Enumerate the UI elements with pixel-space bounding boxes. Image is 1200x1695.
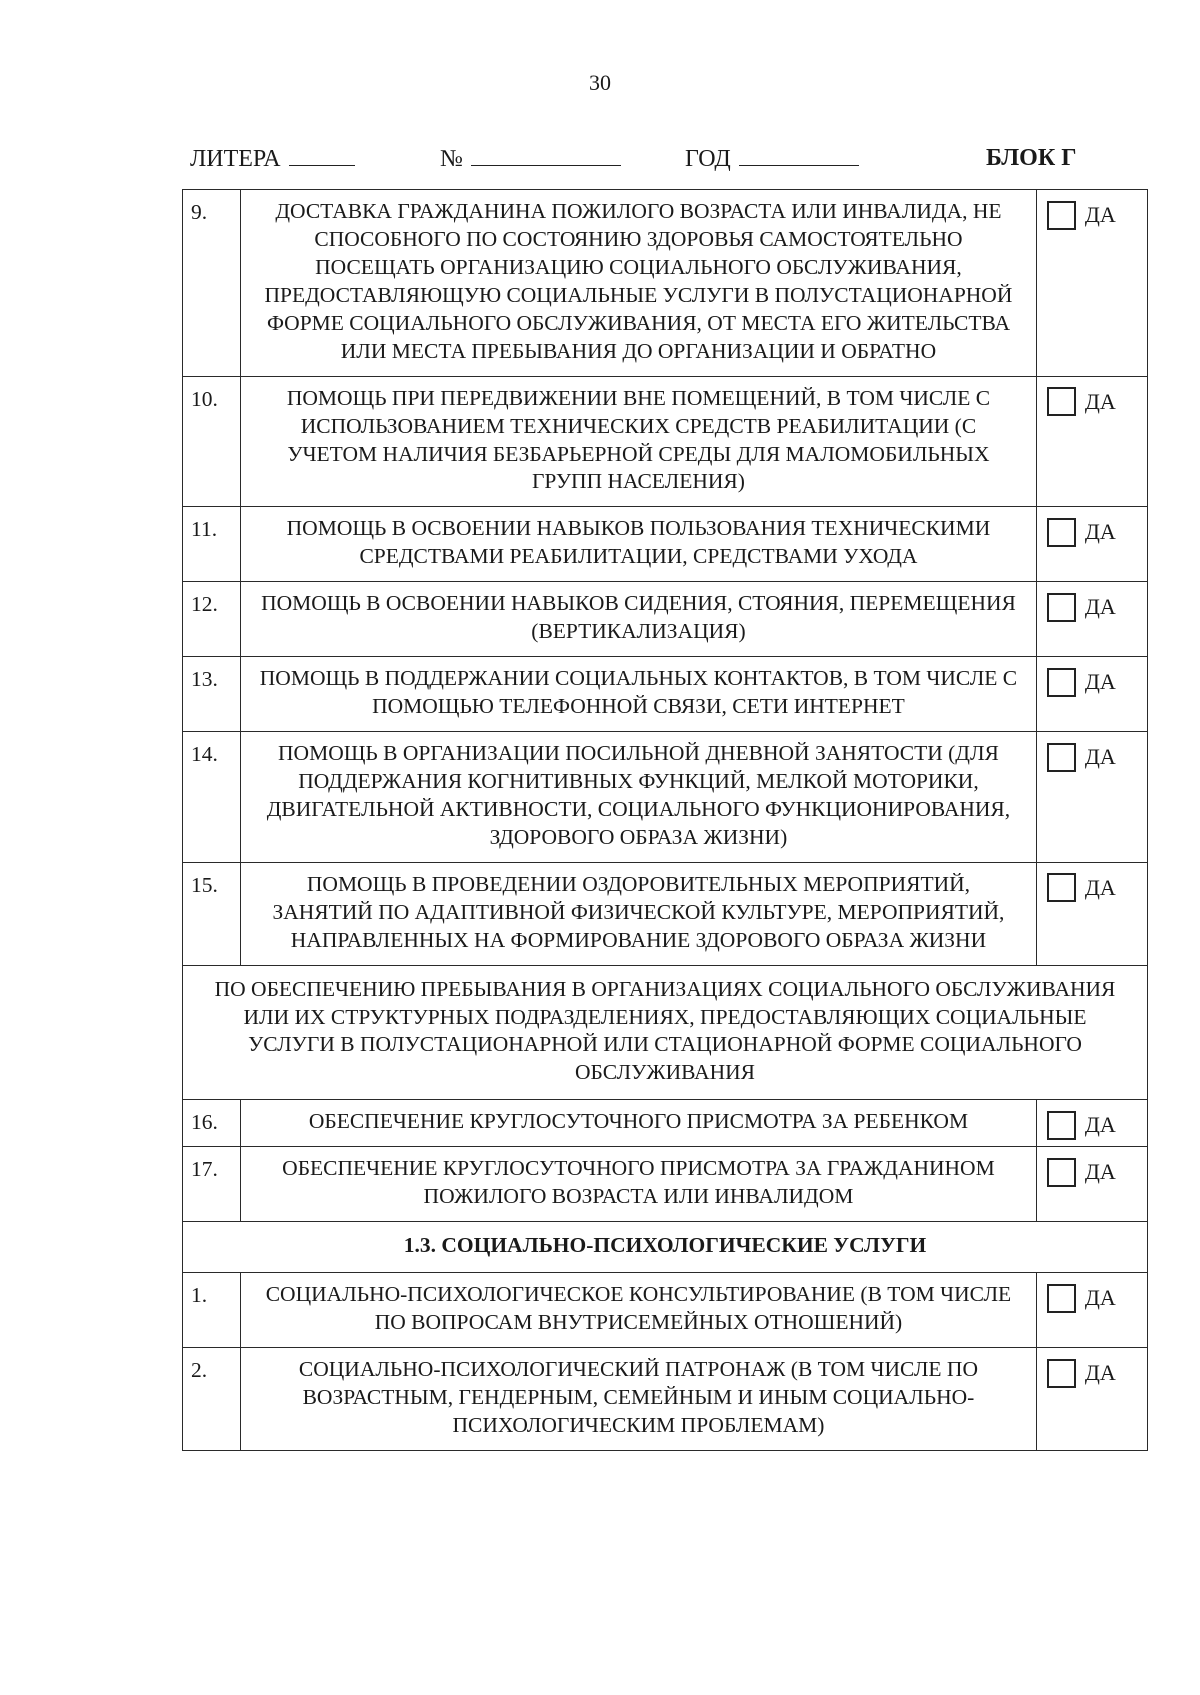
yes-checkbox-label: ДА xyxy=(1084,388,1116,414)
row-number: 17. xyxy=(183,1147,241,1222)
yes-checkbox[interactable] xyxy=(1047,1158,1076,1187)
checkbox-cell xyxy=(1036,862,1147,965)
table-row xyxy=(183,732,1148,863)
page-number: 30 xyxy=(589,70,611,95)
yes-checkbox[interactable] xyxy=(1047,1111,1076,1140)
row-number: 1. xyxy=(183,1273,241,1348)
service-description: ПОМОЩЬ В ОРГАНИЗАЦИИ ПОСИЛЬНОЙ ДНЕВНОЙ ЗАНЯТОСТИ (ДЛЯ ПОДДЕРЖАНИЯ КОГНИТИВНЫХ ФУНКЦИЙ, МЕЛКОЙ МОТОРИКИ, ДВИГАТЕЛЬНОЙ АКТИВНОСТИ, СОЦИАЛЬНОГО ФУНКЦИОНИРОВАНИЯ, ЗДОРОВОГО ОБРАЗА ЖИЗНИ) xyxy=(241,732,1037,863)
service-description: СОЦИАЛЬНО-ПСИХОЛОГИЧЕСКИЙ ПАТРОНАЖ (В ТОМ ЧИСЛЕ ПО ВОЗРАСТНЫМ, ГЕНДЕРНЫМ, СЕМЕЙНЫМ И ИНЫМ СОЦИАЛЬНО-ПСИХОЛОГИЧЕСКИМ ПРОБЛЕМАМ) xyxy=(241,1347,1037,1450)
number-input-line[interactable] xyxy=(471,145,621,166)
row-number: 13. xyxy=(183,657,241,732)
checkbox-cell xyxy=(1036,1100,1147,1147)
service-description: ПОМОЩЬ В ОСВОЕНИИ НАВЫКОВ ПОЛЬЗОВАНИЯ ТЕХНИЧЕСКИМИ СРЕДСТВАМИ РЕАБИЛИТАЦИИ, СРЕДСТВАМИ УХОДА xyxy=(241,507,1037,582)
table-row xyxy=(183,376,1148,507)
service-description: ПОМОЩЬ ПРИ ПЕРЕДВИЖЕНИИ ВНЕ ПОМЕЩЕНИЙ, В ТОМ ЧИСЛЕ С ИСПОЛЬЗОВАНИЕМ ТЕХНИЧЕСКИХ СРЕДСТВ РЕАБИЛИТАЦИИ (С УЧЕТОМ НАЛИЧИЯ БЕЗБАРЬЕРНОЙ СРЕДЫ ДЛЯ МАЛОМОБИЛЬНЫХ ГРУПП НАСЕЛЕНИЯ) xyxy=(241,376,1037,507)
row-number: 15. xyxy=(183,862,241,965)
row-number: 2. xyxy=(183,1347,241,1450)
checkbox-cell xyxy=(1036,1273,1147,1348)
row-number: 16. xyxy=(183,1100,241,1147)
table-row xyxy=(183,862,1148,965)
block-label: БЛОК Г xyxy=(986,145,1077,171)
service-description: ОБЕСПЕЧЕНИЕ КРУГЛОСУТОЧНОГО ПРИСМОТРА ЗА РЕБЕНКОМ xyxy=(241,1100,1037,1147)
form-header xyxy=(190,145,1100,179)
table-row xyxy=(183,657,1148,732)
year-input-line[interactable] xyxy=(739,145,859,166)
section-row-stay xyxy=(183,965,1148,1100)
yes-checkbox-label: ДА xyxy=(1084,668,1116,694)
yes-checkbox-label: ДА xyxy=(1084,519,1116,545)
yes-checkbox-label: ДА xyxy=(1084,1112,1116,1138)
yes-checkbox[interactable] xyxy=(1047,1359,1076,1388)
row-number: 14. xyxy=(183,732,241,863)
section-heading-psych: 1.3. СОЦИАЛЬНО-ПСИХОЛОГИЧЕСКИЕ УСЛУГИ xyxy=(183,1222,1148,1273)
stay-rows xyxy=(183,1100,1148,1222)
year-label: ГОД xyxy=(685,146,731,172)
table-row xyxy=(183,190,1148,377)
yes-checkbox[interactable] xyxy=(1047,743,1076,772)
row-number: 10. xyxy=(183,376,241,507)
yes-checkbox-label: ДА xyxy=(1084,1359,1116,1385)
yes-checkbox[interactable] xyxy=(1047,387,1076,416)
yes-checkbox[interactable] xyxy=(1047,518,1076,547)
yes-checkbox-label: ДА xyxy=(1084,874,1116,900)
yes-checkbox-label: ДА xyxy=(1084,201,1116,227)
checkbox-cell xyxy=(1036,657,1147,732)
table-row xyxy=(183,1100,1148,1147)
year-field xyxy=(685,145,859,173)
litera-field xyxy=(190,145,355,173)
checkbox-cell xyxy=(1036,1147,1147,1222)
table-row xyxy=(183,1347,1148,1450)
litera-input-line[interactable] xyxy=(289,145,355,166)
yes-checkbox[interactable] xyxy=(1047,668,1076,697)
services-table xyxy=(182,189,1148,1451)
section-row-psych xyxy=(183,1222,1148,1273)
row-number: 12. xyxy=(183,582,241,657)
yes-checkbox[interactable] xyxy=(1047,1284,1076,1313)
services-rows xyxy=(183,190,1148,966)
psych-rows xyxy=(183,1273,1148,1451)
row-number: 9. xyxy=(183,190,241,377)
yes-checkbox-label: ДА xyxy=(1084,1284,1116,1310)
service-description: СОЦИАЛЬНО-ПСИХОЛОГИЧЕСКОЕ КОНСУЛЬТИРОВАНИЕ (В ТОМ ЧИСЛЕ ПО ВОПРОСАМ ВНУТРИСЕМЕЙНЫХ ОТНОШЕНИЙ) xyxy=(241,1273,1037,1348)
yes-checkbox-label: ДА xyxy=(1084,743,1116,769)
checkbox-cell xyxy=(1036,732,1147,863)
service-description: ОБЕСПЕЧЕНИЕ КРУГЛОСУТОЧНОГО ПРИСМОТРА ЗА ГРАЖДАНИНОМ ПОЖИЛОГО ВОЗРАСТА ИЛИ ИНВАЛИДОМ xyxy=(241,1147,1037,1222)
yes-checkbox-label: ДА xyxy=(1084,1159,1116,1185)
number-field xyxy=(440,145,621,173)
number-label: № xyxy=(440,146,463,172)
checkbox-cell xyxy=(1036,582,1147,657)
checkbox-cell xyxy=(1036,507,1147,582)
checkbox-cell xyxy=(1036,190,1147,377)
table-row xyxy=(183,1147,1148,1222)
row-number: 11. xyxy=(183,507,241,582)
table-row xyxy=(183,507,1148,582)
table-row xyxy=(183,582,1148,657)
yes-checkbox[interactable] xyxy=(1047,201,1076,230)
yes-checkbox-label: ДА xyxy=(1084,594,1116,620)
yes-checkbox[interactable] xyxy=(1047,873,1076,902)
service-description: ДОСТАВКА ГРАЖДАНИНА ПОЖИЛОГО ВОЗРАСТА ИЛИ ИНВАЛИДА, НЕ СПОСОБНОГО ПО СОСТОЯНИЮ ЗДОРОВЬЯ САМОСТОЯТЕЛЬНО ПОСЕЩАТЬ ОРГАНИЗАЦИЮ СОЦИАЛЬНОГО ОБСЛУЖИВАНИЯ, ПРЕДОСТАВЛЯЮЩУЮ СОЦИАЛЬНЫЕ УСЛУГИ В ПОЛУСТАЦИОНАРНОЙ ФОРМЕ СОЦИАЛЬНОГО ОБСЛУЖИВАНИЯ, ОТ МЕСТА ЕГО ЖИТЕЛЬСТВА ИЛИ МЕСТА ПРЕБЫВАНИЯ ДО ОРГАНИЗАЦИИ И ОБРАТНО xyxy=(241,190,1037,377)
table-row xyxy=(183,1273,1148,1348)
yes-checkbox[interactable] xyxy=(1047,593,1076,622)
service-description: ПОМОЩЬ В ОСВОЕНИИ НАВЫКОВ СИДЕНИЯ, СТОЯНИЯ, ПЕРЕМЕЩЕНИЯ (ВЕРТИКАЛИЗАЦИЯ) xyxy=(241,582,1037,657)
checkbox-cell xyxy=(1036,1347,1147,1450)
section-heading-stay: ПО ОБЕСПЕЧЕНИЮ ПРЕБЫВАНИЯ В ОРГАНИЗАЦИЯХ СОЦИАЛЬНОГО ОБСЛУЖИВАНИЯ ИЛИ ИХ СТРУКТУРНЫХ ПОДРАЗДЕЛЕНИЯХ, ПРЕДОСТАВЛЯЮЩИХ СОЦИАЛЬНЫЕ УСЛУГИ В ПОЛУСТАЦИОНАРНОЙ ИЛИ СТАЦИОНАРНОЙ ФОРМЕ СОЦИАЛЬНОГО ОБСЛУЖИВАНИЯ xyxy=(183,965,1148,1100)
service-description: ПОМОЩЬ В ПРОВЕДЕНИИ ОЗДОРОВИТЕЛЬНЫХ МЕРОПРИЯТИЙ, ЗАНЯТИЙ ПО АДАПТИВНОЙ ФИЗИЧЕСКОЙ КУЛЬТУРЕ, МЕРОПРИЯТИЙ, НАПРАВЛЕННЫХ НА ФОРМИРОВАНИЕ ЗДОРОВОГО ОБРАЗА ЖИЗНИ xyxy=(241,862,1037,965)
checkbox-cell xyxy=(1036,376,1147,507)
service-description: ПОМОЩЬ В ПОДДЕРЖАНИИ СОЦИАЛЬНЫХ КОНТАКТОВ, В ТОМ ЧИСЛЕ С ПОМОЩЬЮ ТЕЛЕФОННОЙ СВЯЗИ, СЕТИ ИНТЕРНЕТ xyxy=(241,657,1037,732)
litera-label: ЛИТЕРА xyxy=(190,146,281,172)
